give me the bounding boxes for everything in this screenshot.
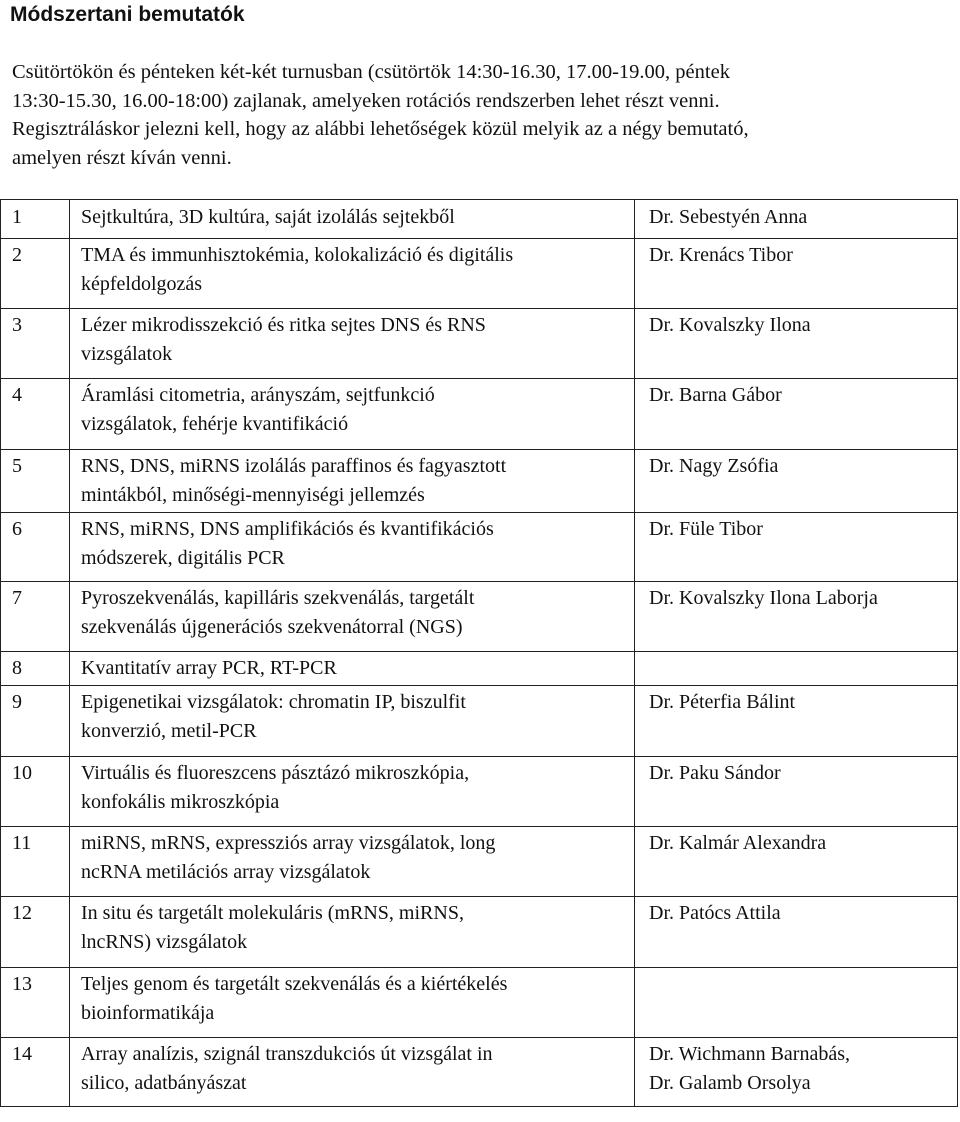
session-number-cell xyxy=(1,968,70,1038)
session-topic-line: Teljes genom és targetált szekvenálás és a kiértékelés xyxy=(81,973,508,995)
session-topic xyxy=(81,513,634,572)
session-topic-line: silico, adatbányászat xyxy=(81,1071,247,1094)
sessions-table xyxy=(0,199,958,1107)
session-lead-cell xyxy=(635,239,958,309)
session-topic-cell xyxy=(70,582,635,652)
session-lead-cell xyxy=(635,897,958,968)
session-lead xyxy=(649,200,957,232)
session-lead-line: Dr. Galamb Orsolya xyxy=(649,1071,811,1094)
table-row xyxy=(1,1038,958,1107)
session-lead-line: Dr. Wichmann Barnabás, xyxy=(649,1043,850,1065)
session-number-cell xyxy=(1,686,70,757)
session-lead xyxy=(649,827,957,858)
session-topic-line: Kvantitatív array PCR, RT-PCR xyxy=(81,657,337,679)
session-number: 14 xyxy=(12,1043,32,1065)
session-topic-line: Array analízis, szignál transzdukciós út vizsgálat in xyxy=(81,1043,493,1065)
session-lead-cell xyxy=(635,686,958,757)
session-number-cell xyxy=(1,757,70,827)
session-topic-line: ncRNA metilációs array vizsgálatok xyxy=(81,860,371,883)
session-lead-cell xyxy=(635,513,958,582)
session-lead xyxy=(649,968,957,970)
session-lead xyxy=(649,379,957,410)
table-row xyxy=(1,582,958,652)
session-number-cell xyxy=(1,652,70,686)
session-topic xyxy=(81,239,634,298)
session-topic-cell xyxy=(70,686,635,757)
table-row xyxy=(1,897,958,968)
session-topic-line: módszerek, digitális PCR xyxy=(81,546,285,569)
session-number-cell xyxy=(1,379,70,450)
session-topic xyxy=(81,652,634,683)
session-number-cell xyxy=(1,513,70,582)
session-topic-cell xyxy=(70,200,635,239)
session-lead-cell xyxy=(635,968,958,1038)
session-lead-line: Dr. Paku Sándor xyxy=(649,762,781,784)
session-lead-cell xyxy=(635,757,958,827)
session-topic-line: konfokális mikroszkópia xyxy=(81,790,280,813)
session-lead xyxy=(649,652,957,654)
session-number: 5 xyxy=(12,455,22,477)
session-topic-line: RNS, miRNS, DNS amplifikációs és kvantifikációs xyxy=(81,518,494,540)
session-topic-line: RNS, DNS, miRNS izolálás paraffinos és fagyasztott xyxy=(81,455,507,477)
session-topic-line: képfeldolgozás xyxy=(81,272,203,295)
session-lead-cell xyxy=(635,652,958,686)
session-topic-cell xyxy=(70,827,635,897)
session-topic xyxy=(81,582,634,641)
session-number: 2 xyxy=(12,244,22,266)
session-lead-cell xyxy=(635,582,958,652)
session-topic-line: szekvenálás újgenerációs szekvenátorral (NGS) xyxy=(81,615,463,638)
session-lead xyxy=(649,513,957,544)
table-row xyxy=(1,309,958,379)
session-number: 12 xyxy=(12,902,32,924)
page-title: Módszertani bemutatók xyxy=(10,3,245,26)
table-row xyxy=(1,686,958,757)
session-lead-cell xyxy=(635,200,958,239)
sessions-table-body xyxy=(1,200,958,1107)
session-lead xyxy=(649,239,957,270)
session-lead-cell xyxy=(635,1038,958,1107)
session-lead-line: Dr. Kovalszky Ilona Laborja xyxy=(649,587,878,609)
session-lead-line: Dr. Füle Tibor xyxy=(649,518,763,540)
table-row xyxy=(1,379,958,450)
session-topic-cell xyxy=(70,379,635,450)
session-number-cell xyxy=(1,827,70,897)
session-number: 6 xyxy=(12,518,22,540)
session-lead xyxy=(649,309,957,340)
session-number: 13 xyxy=(12,973,32,995)
intro-line: Regisztráláskor jelezni kell, hogy az alábbi lehetőségek közül melyik az a négy bemutató, xyxy=(12,118,749,140)
session-lead xyxy=(649,757,957,788)
table-row xyxy=(1,652,958,686)
session-topic xyxy=(81,309,634,368)
session-number-cell xyxy=(1,897,70,968)
session-topic-line: Epigenetikai vizsgálatok: chromatin IP, biszulfit xyxy=(81,691,466,713)
session-topic xyxy=(81,450,634,509)
session-number-cell xyxy=(1,239,70,309)
session-lead-cell xyxy=(635,450,958,513)
table-row xyxy=(1,757,958,827)
table-row xyxy=(1,200,958,239)
table-row xyxy=(1,968,958,1038)
table-row xyxy=(1,239,958,309)
session-number-cell xyxy=(1,582,70,652)
session-topic-cell xyxy=(70,968,635,1038)
session-number: 4 xyxy=(12,384,22,406)
session-topic-line: Virtuális és fluoreszcens pásztázó mikroszkópia, xyxy=(81,762,470,784)
session-number: 3 xyxy=(12,314,22,336)
table-row xyxy=(1,450,958,513)
session-lead-line: Dr. Patócs Attila xyxy=(649,902,781,924)
session-lead xyxy=(649,1038,957,1097)
session-lead-line: Dr. Sebestyén Anna xyxy=(649,206,808,228)
session-number: 7 xyxy=(12,587,22,609)
session-number-cell xyxy=(1,200,70,239)
session-topic-cell xyxy=(70,1038,635,1107)
session-number-cell xyxy=(1,1038,70,1107)
session-lead xyxy=(649,582,957,613)
session-topic-line: Pyroszekvenálás, kapilláris szekvenálás, targetált xyxy=(81,587,475,609)
session-lead-line: Dr. Kalmár Alexandra xyxy=(649,832,827,854)
session-topic-line: lncRNS) vizsgálatok xyxy=(81,930,248,953)
intro-paragraph xyxy=(12,58,947,172)
session-topic-cell xyxy=(70,897,635,968)
session-topic-line: Áramlási citometria, arányszám, sejtfunkció xyxy=(81,384,435,406)
session-topic xyxy=(81,379,634,438)
table-row xyxy=(1,513,958,582)
session-topic-line: Sejtkultúra, 3D kultúra, saját izolálás sejtekből xyxy=(81,206,455,228)
session-lead-line: Dr. Nagy Zsófia xyxy=(649,455,779,477)
session-number: 11 xyxy=(12,832,32,854)
session-lead-line: Dr. Krenács Tibor xyxy=(649,244,793,266)
session-topic-cell xyxy=(70,757,635,827)
table-row xyxy=(1,827,958,897)
session-topic xyxy=(81,686,634,745)
session-topic-line: vizsgálatok, fehérje kvantifikáció xyxy=(81,412,349,435)
session-number: 1 xyxy=(12,206,22,228)
session-topic-line: miRNS, mRNS, expressziós array vizsgálatok, long xyxy=(81,832,496,854)
session-topic-cell xyxy=(70,239,635,309)
session-topic xyxy=(81,757,634,816)
session-topic-cell xyxy=(70,513,635,582)
session-topic-line: vizsgálatok xyxy=(81,342,173,365)
session-topic xyxy=(81,827,634,886)
session-topic-line: Lézer mikrodisszekció és ritka sejtes DNS és RNS xyxy=(81,314,486,336)
session-number: 10 xyxy=(12,762,32,784)
intro-line: amelyen részt kíván venni. xyxy=(12,146,232,169)
session-lead-line: Dr. Kovalszky Ilona xyxy=(649,314,811,336)
session-number-cell xyxy=(1,450,70,513)
session-topic-cell xyxy=(70,652,635,686)
session-topic-line: In situ és targetált molekuláris (mRNS, miRNS, xyxy=(81,902,464,924)
session-topic-line: bioinformatikája xyxy=(81,1001,215,1024)
session-topic xyxy=(81,200,634,232)
session-lead-line: Dr. Barna Gábor xyxy=(649,384,782,406)
session-number: 9 xyxy=(12,691,22,713)
session-topic-line: TMA és immunhisztokémia, kolokalizáció és digitális xyxy=(81,244,514,266)
session-lead-line: Dr. Péterfia Bálint xyxy=(649,691,796,713)
session-lead-cell xyxy=(635,827,958,897)
session-number: 8 xyxy=(12,657,22,679)
intro-line: Csütörtökön és pénteken két-két turnusban (csütörtök 14:30-16.30, 17.00-19.00, péntek xyxy=(12,61,730,83)
session-number-cell xyxy=(1,309,70,379)
session-lead-cell xyxy=(635,379,958,450)
session-topic-cell xyxy=(70,309,635,379)
session-topic xyxy=(81,897,634,956)
session-topic-line: konverzió, metil-PCR xyxy=(81,719,257,742)
session-lead xyxy=(649,686,957,717)
session-topic-line: mintákból, minőségi-mennyiségi jellemzés xyxy=(81,483,425,506)
session-topic xyxy=(81,1038,634,1097)
intro-line: 13:30-15.30, 16.00-18:00) zajlanak, amelyeken rotációs rendszerben lehet részt venni. xyxy=(12,89,720,112)
session-topic xyxy=(81,968,634,1027)
session-topic-cell xyxy=(70,450,635,513)
session-lead-cell xyxy=(635,309,958,379)
session-lead xyxy=(649,897,957,928)
session-lead xyxy=(649,450,957,481)
